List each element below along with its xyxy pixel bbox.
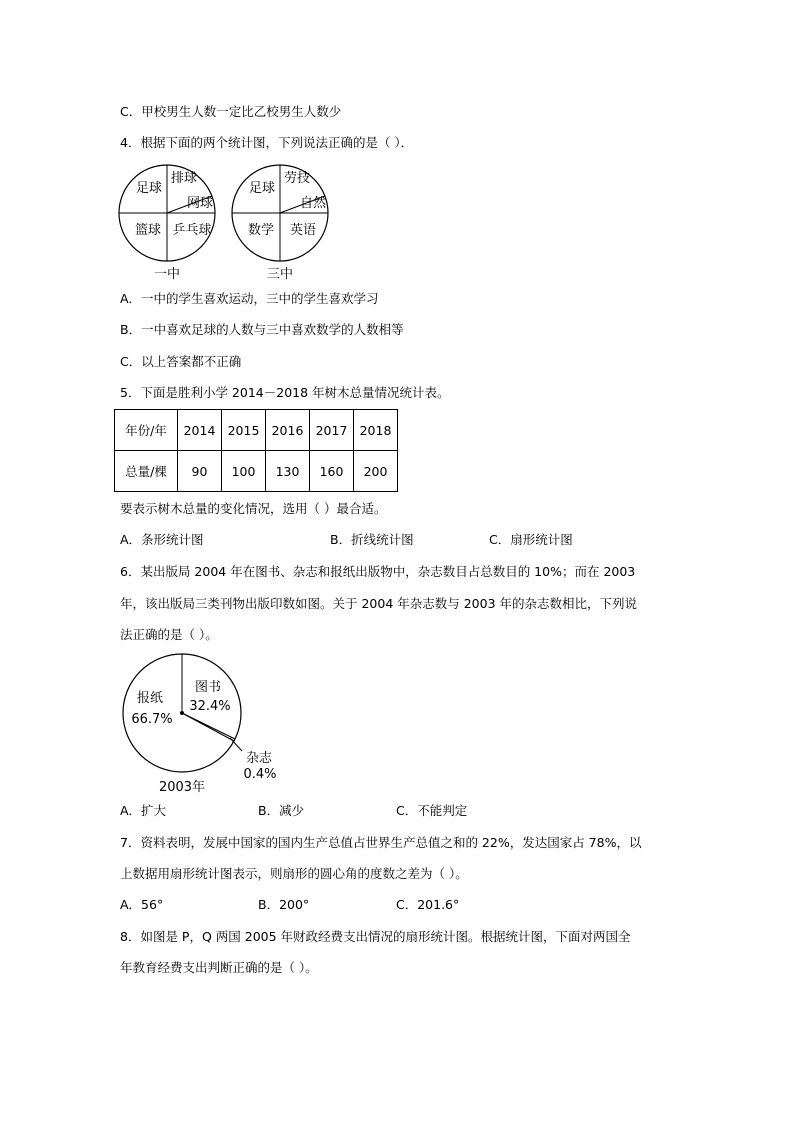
pie2-label-math: 数学 [247, 223, 275, 238]
table-header-year: 年份/年 [115, 410, 178, 451]
table-cell: 2014 [178, 410, 222, 451]
table-header-total: 总量/棵 [115, 451, 178, 492]
q6-option-a: A．扩大 [120, 803, 167, 818]
q5-stem: 5．下面是胜利小学 2014－2018 年树木总量情况统计表。 [120, 385, 450, 400]
pie-pct-newspaper: 66.7% [131, 712, 173, 727]
table-cell: 130 [266, 451, 310, 492]
q4-pie-charts [112, 160, 352, 285]
pie1-label-pingpong: 乒乓球 [172, 223, 212, 238]
q8-stem-line2: 年教育经费支出判断正确的是（ ）。 [120, 960, 318, 975]
table-cell: 200 [354, 451, 398, 492]
q5-option-c: C．扇形统计图 [489, 532, 573, 547]
tree-total-table [114, 409, 398, 492]
q7-stem-line2: 上数据用扇形统计图表示，则扇形的圆心角的度数之差为（ ）。 [120, 866, 468, 881]
q6-stem-line1: 6．某出版局 2004 年在图书、杂志和报纸出版物中，杂志数目占总数目的 10%；而在 2003 [120, 564, 636, 579]
q6-option-b: B．减少 [258, 803, 305, 818]
table-cell: 90 [178, 451, 222, 492]
q4-option-a: A．一中的学生喜欢运动，三中的学生喜欢学习 [120, 291, 379, 306]
q6-option-c: C．不能判定 [396, 803, 468, 818]
table-cell: 2016 [266, 410, 310, 451]
pie1-label-basketball: 篮球 [134, 223, 162, 238]
pie1-caption: 一中 [153, 267, 181, 282]
q4-option-c: C．以上答案都不正确 [120, 354, 242, 369]
pie-sanzhong [232, 165, 328, 282]
table-cell: 2017 [310, 410, 354, 451]
q7-stem-line1: 7．资料表明，发展中国家的国内生产总值占世界生产总值之和的 22%，发达国家占 78%，以 [120, 835, 642, 850]
q6-options [120, 803, 480, 819]
pie-pct-books: 32.4% [189, 699, 231, 714]
pie2-label-labor: 劳技 [283, 171, 311, 186]
table-cell: 100 [222, 451, 266, 492]
q4-option-b: B．一中喜欢足球的人数与三中喜欢数学的人数相等 [120, 322, 404, 337]
table-cell: 2015 [222, 410, 266, 451]
q4-stem: 4．根据下面的两个统计图，下列说法正确的是（ ）． [120, 135, 414, 150]
q3-option-c: C．甲校男生人数一定比乙校男生人数少 [120, 104, 342, 119]
q5-option-b: B．折线统计图 [330, 532, 414, 547]
q7-option-a: A．56° [120, 897, 164, 912]
pie-2003 [112, 650, 292, 800]
pie-caption: 2003年 [158, 780, 206, 795]
pie-label-books: 图书 [194, 680, 222, 695]
pie-label-magazine: 杂志 [245, 751, 273, 766]
q8-stem-line1: 8．如图是 P，Q 两国 2005 年财政经费支出情况的扇形统计图。根据统计图，下面对两国全 [120, 929, 631, 944]
table-row [115, 410, 398, 451]
pie-pct-magazine: 0.4% [243, 767, 277, 782]
table-cell: 160 [310, 451, 354, 492]
pie2-label-science: 自然 [299, 196, 327, 211]
q7-option-c: C．201.6° [396, 897, 460, 912]
pie2-caption: 三中 [266, 267, 294, 282]
pie-yizhong [119, 165, 215, 282]
q7-options [120, 897, 480, 913]
pie1-label-tennis: 网球 [186, 196, 214, 211]
q5-options [120, 532, 680, 548]
q6-stem-line2: 年，该出版局三类刊物出版印数如图。关于 2004 年杂志数与 2003 年的杂志数相比，下列说 [120, 596, 638, 611]
q5-option-a: A．条形统计图 [120, 532, 204, 547]
table-row [115, 451, 398, 492]
q5-question: 要表示树木总量的变化情况，选用（ ）最合适。 [120, 501, 387, 516]
q7-option-b: B．200° [258, 897, 310, 912]
q6-stem-line3: 法正确的是（ ）。 [120, 627, 218, 642]
table-cell: 2018 [354, 410, 398, 451]
pie2-label-football: 足球 [248, 181, 276, 196]
pie-label-newspaper: 报纸 [136, 691, 164, 706]
pie2-label-english: 英语 [289, 223, 317, 238]
pie1-label-volleyball: 排球 [170, 171, 198, 186]
pie1-label-football: 足球 [135, 181, 163, 196]
